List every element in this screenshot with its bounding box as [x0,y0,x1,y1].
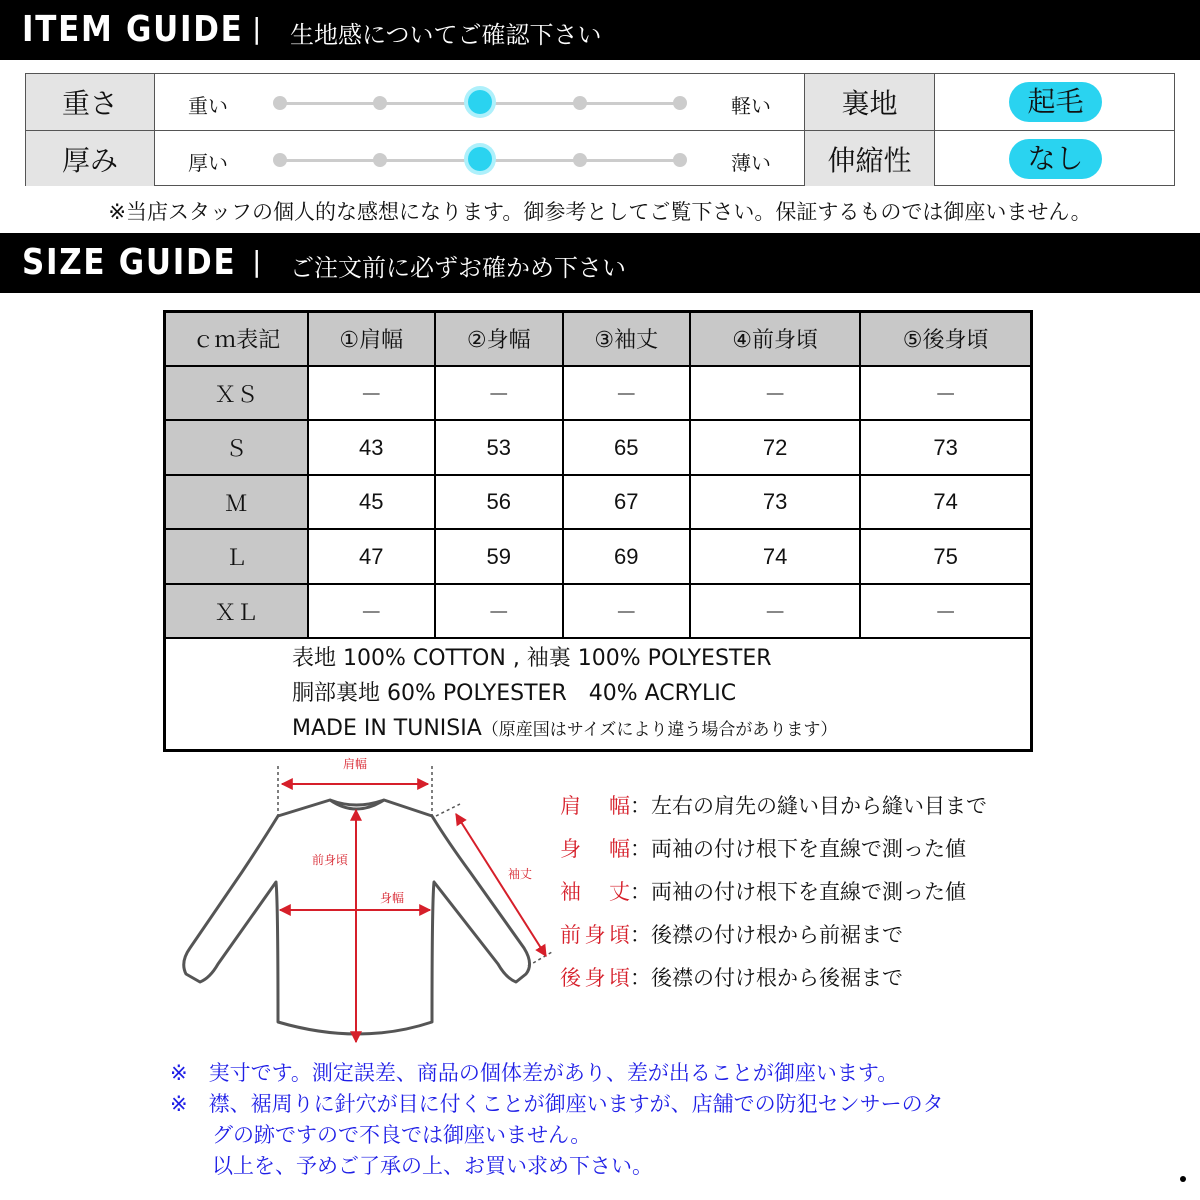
origin-note: （原産国はサイズにより違う場合があります） [481,719,838,740]
size-table-header [165,312,1032,366]
size-guide-subtitle: ご注文前に必ずお確かめ下さい [290,254,626,282]
table-cell: 67 [563,475,691,529]
size-table [163,310,1033,752]
table-row [165,529,1032,583]
definition-item [560,871,987,914]
thickness-label: 厚み [26,131,155,186]
note-line: 以上を、予めご了承の上、お買い求め下さい。 [170,1154,653,1178]
header-shoulder: ①肩幅 [308,312,436,366]
definition-text: ：左右の肩先の縫い目から縫い目まで [630,794,987,818]
thickness-scale [155,131,805,186]
fabric-row-weight [26,74,1174,130]
thickness-high-label: 薄い [731,151,771,175]
weight-low-label: 重い [188,94,228,118]
weight-scale [155,74,805,130]
garment-diagram-svg [180,752,560,1052]
thickness-low-label: 厚い [188,151,228,175]
header-unit: ｃｍ表記 [165,312,308,366]
table-cell: － [690,584,860,638]
disclaimer-notes [170,1058,944,1182]
corner-dot [1180,1176,1186,1182]
table-cell: 74 [690,529,860,583]
table-cell: － [860,366,1031,420]
header-back-length: ⑤後身頃 [860,312,1031,366]
definition-text: ：後襟の付け根から後裾まで [630,966,903,990]
table-cell: 69 [563,529,691,583]
lining-value: 起毛 [1009,82,1101,122]
table-row [165,584,1032,638]
size-label: Ｓ [165,420,308,474]
definition-item [560,914,987,957]
table-cell: 75 [860,529,1031,583]
definition-term: 身 幅 [560,837,630,861]
stretch-value-cell [935,131,1176,186]
table-cell: － [860,584,1031,638]
table-cell: － [563,366,691,420]
size-label: ＸＳ [165,366,308,420]
scale-dot-selected [468,90,492,114]
size-guide-title: SIZE GUIDE [22,242,237,283]
table-cell: － [563,584,691,638]
table-cell: 56 [435,475,563,529]
scale-dot-selected [468,147,492,171]
scale-dot [673,96,687,110]
definition-term: 後身頃 [560,966,630,990]
table-cell: 45 [308,475,436,529]
definition-term: 前身頃 [560,923,630,947]
item-guide-subtitle: 生地感についてご確認下さい [290,21,602,49]
stretch-value: なし [1009,139,1101,179]
scale-dot [673,153,687,167]
scale-dot [573,153,587,167]
material-row [165,638,1032,750]
table-cell: 72 [690,420,860,474]
table-cell: 59 [435,529,563,583]
definition-term: 袖 丈 [560,880,630,904]
definition-text: ：両袖の付け根下を直線で測った値 [630,837,966,861]
diagram-shoulder-label: 肩幅 [342,757,368,771]
table-cell: 43 [308,420,436,474]
lining-label: 裏地 [805,74,935,130]
weight-high-label: 軽い [731,94,771,118]
note-line: ※ 襟、裾周りに針穴が目に付くことが御座いますが、店舗での防犯センサーのタ [170,1092,944,1116]
table-row [165,475,1032,529]
header-body-width: ②身幅 [435,312,563,366]
table-cell: － [435,366,563,420]
table-cell: － [435,584,563,638]
definition-text: ：両袖の付け根下を直線で測った値 [630,880,966,904]
header-sleeve: ③袖丈 [563,312,691,366]
diagram-sleeve-label: 袖丈 [507,867,533,881]
table-cell: － [308,366,436,420]
stretch-label: 伸縮性 [805,131,935,186]
definition-text: ：後襟の付け根から前裾まで [630,923,903,947]
lining-value-cell [935,74,1176,130]
table-cell: － [690,366,860,420]
measurement-definitions [560,785,987,1000]
header-front-length: ④前身頃 [690,312,860,366]
item-guide-banner [0,0,1200,60]
sleeve-arrow [456,814,546,956]
diagram-body-label: 身幅 [379,891,405,905]
note-line: グの跡ですので不良では御座いません。 [170,1123,592,1147]
origin-country: MADE IN TUNISIA [292,715,482,741]
scale-dot [373,96,387,110]
garment-diagram [180,752,560,1056]
scale-dot [273,96,287,110]
table-cell: 73 [860,420,1031,474]
material-line: 胴部裏地 60% POLYESTER 40% ACRYLIC [292,680,737,706]
size-guide-separator: | [252,245,262,278]
material-info [165,638,1032,750]
size-label: Ｍ [165,475,308,529]
table-row [165,366,1032,420]
measure-arrows [280,784,546,1042]
diagram-front-label: 前身頃 [311,853,349,867]
table-cell: 65 [563,420,691,474]
item-guide-title: ITEM GUIDE [22,9,244,50]
item-guide-note: ※当店スタッフの個人的な感想になります。御参考としてご覧下さい。保証するものでは御座いません。 [108,200,1092,224]
item-guide-separator: | [252,12,262,45]
definition-item [560,785,987,828]
table-cell: 74 [860,475,1031,529]
table-cell: 47 [308,529,436,583]
scale-dot [573,96,587,110]
table-cell: － [308,584,436,638]
table-row [165,420,1032,474]
size-label: ＸＬ [165,584,308,638]
weight-label: 重さ [26,74,155,130]
material-line: 表地 100% COTTON , 袖裏 100% POLYESTER [292,645,772,671]
fabric-row-thickness [26,130,1174,186]
note-line: ※ 実寸です。測定誤差、商品の個体差があり、差が出ることが御座います。 [170,1061,899,1085]
table-cell: 73 [690,475,860,529]
definition-term: 肩 幅 [560,794,630,818]
fabric-feel-table [25,73,1175,186]
definition-item [560,957,987,1000]
table-cell: 53 [435,420,563,474]
scale-dot [273,153,287,167]
scale-dot [373,153,387,167]
size-label: Ｌ [165,529,308,583]
size-guide-banner [0,233,1200,293]
origin-line [292,711,1030,748]
definition-item [560,828,987,871]
